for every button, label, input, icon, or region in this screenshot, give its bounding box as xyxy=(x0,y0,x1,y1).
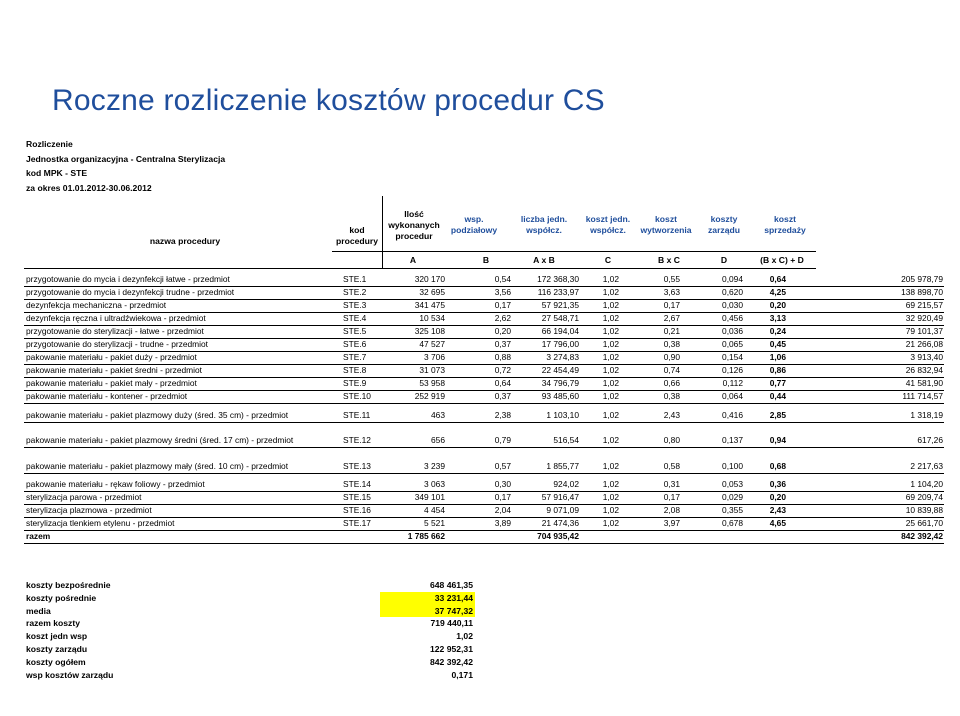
cell-kj: 1,02 xyxy=(602,326,619,336)
cell-ks: 4,65 xyxy=(769,518,786,528)
cell-ilosc: 5 521 xyxy=(424,518,445,528)
cell-name: pakowanie materiału - pakiet plazmowy średni (śred. 17 cm) - przedmiot xyxy=(26,435,294,445)
summary-value: 842 392,42 xyxy=(429,656,473,667)
divider xyxy=(24,268,816,269)
header-wsp: wsp. podziałowy xyxy=(450,214,498,235)
cell-liczba: 34 796,79 xyxy=(541,378,579,388)
total-liczba: 704 935,42 xyxy=(537,531,579,541)
summary-value: 33 231,44 xyxy=(380,592,475,605)
cell-wsp: 2,04 xyxy=(494,505,511,515)
cell-kw: 0,21 xyxy=(663,326,680,336)
header-koszt-sprz: koszt sprzedaży xyxy=(764,214,806,235)
cell-ks: 0,36 xyxy=(769,479,786,489)
cell-ks: 0,86 xyxy=(769,365,786,375)
cell-ks: 1,06 xyxy=(769,352,786,362)
cell-kw: 0,90 xyxy=(663,352,680,362)
cell-ilosc: 252 919 xyxy=(414,391,445,401)
cell-wsp: 2,38 xyxy=(494,410,511,420)
cell-liczba: 1 103,10 xyxy=(546,410,579,420)
cell-ilosc: 463 xyxy=(431,410,445,420)
cell-name: pakowanie materiału - kontener - przedmiot xyxy=(26,391,188,401)
table-row xyxy=(24,364,944,378)
table-row xyxy=(24,273,944,287)
cell-wsp: 0,17 xyxy=(494,300,511,310)
table-row xyxy=(24,299,944,313)
cell-liczba: 57 921,35 xyxy=(541,300,579,310)
cell-kj: 1,02 xyxy=(602,365,619,375)
cell-ilosc: 656 xyxy=(431,435,445,445)
cell-ks: 0,20 xyxy=(769,300,786,310)
cell-ks: 0,20 xyxy=(769,492,786,502)
cell-kod: STE.6 xyxy=(343,339,367,349)
cell-kz: 0,030 xyxy=(722,300,743,310)
cell-total: 1 104,20 xyxy=(910,479,943,489)
meta-line: kod MPK - STE xyxy=(26,168,88,178)
cell-ilosc: 4 454 xyxy=(424,505,445,515)
report-meta xyxy=(26,137,225,195)
cell-kz: 0,355 xyxy=(722,505,743,515)
cell-liczba: 9 071,09 xyxy=(546,505,579,515)
cell-wsp: 0,37 xyxy=(494,391,511,401)
cell-wsp: 2,62 xyxy=(494,313,511,323)
cell-kod: STE.4 xyxy=(343,313,367,323)
cell-name: przygotowanie do mycia i dezynfekcji trudne - przedmiot xyxy=(26,287,235,297)
cell-kod: STE.3 xyxy=(343,300,367,310)
cell-total: 32 920,49 xyxy=(905,313,943,323)
cell-total: 617,26 xyxy=(917,435,943,445)
cell-kj: 1,02 xyxy=(602,274,619,284)
cell-kj: 1,02 xyxy=(602,505,619,515)
cell-wsp: 0,57 xyxy=(494,461,511,471)
cell-name: pakowanie materiału - pakiet duży - przedmiot xyxy=(26,352,197,362)
cell-ilosc: 325 108 xyxy=(414,326,445,336)
total-label: razem xyxy=(26,531,51,541)
summary-label: wsp kosztów zarządu xyxy=(26,669,114,680)
table-row xyxy=(24,286,944,300)
cell-ks: 0,24 xyxy=(769,326,786,336)
cell-liczba: 924,02 xyxy=(553,479,579,489)
table-row xyxy=(24,338,944,352)
cell-kj: 1,02 xyxy=(602,313,619,323)
cell-liczba: 1 855,77 xyxy=(546,461,579,471)
total-ilosc: 1 785 662 xyxy=(407,531,445,541)
cell-liczba: 17 796,00 xyxy=(541,339,579,349)
table-row xyxy=(24,390,944,404)
letter: A x B xyxy=(533,255,555,265)
cell-total: 111 714,57 xyxy=(902,391,943,401)
cell-kz: 0,036 xyxy=(722,326,743,336)
cell-kw: 0,31 xyxy=(663,479,680,489)
table-row xyxy=(24,312,944,326)
cell-kz: 0,065 xyxy=(722,339,743,349)
column-letters xyxy=(332,251,816,268)
cell-total: 205 978,79 xyxy=(901,274,943,284)
cell-kw: 2,43 xyxy=(663,410,680,420)
cell-kz: 0,620 xyxy=(722,287,743,297)
cell-name: przygotowanie do sterylizacji - trudne - przedmiot xyxy=(26,339,209,349)
cell-total: 21 266,08 xyxy=(905,339,943,349)
table-row xyxy=(24,478,944,492)
table-row xyxy=(24,325,944,339)
letter: A xyxy=(409,255,417,265)
cell-kod: STE.16 xyxy=(343,505,371,515)
table-row xyxy=(24,377,944,391)
cell-ks: 2,85 xyxy=(769,410,786,420)
cell-ilosc: 10 534 xyxy=(419,313,445,323)
cell-ks: 2,43 xyxy=(769,505,786,515)
cell-ks: 0,77 xyxy=(769,378,786,388)
cell-name: sterylizacja plazmowa - przedmiot xyxy=(26,505,152,515)
cell-name: pakowanie materiału - pakiet mały - przedmiot xyxy=(26,378,197,388)
cell-ilosc: 341 475 xyxy=(414,300,445,310)
cell-ks: 0,44 xyxy=(769,391,786,401)
cell-kw: 2,67 xyxy=(663,313,680,323)
cell-kz: 0,416 xyxy=(722,410,743,420)
cell-kw: 0,66 xyxy=(663,378,680,388)
cell-liczba: 27 548,71 xyxy=(541,313,579,323)
meta-line: za okres 01.01.2012-30.06.2012 xyxy=(26,182,152,193)
cell-ilosc: 32 695 xyxy=(419,287,445,297)
summary-label: koszt jedn wsp xyxy=(26,631,88,642)
cell-total: 79 101,37 xyxy=(905,326,943,336)
cell-kz: 0,064 xyxy=(722,391,743,401)
cell-ilosc: 53 958 xyxy=(419,378,445,388)
page-title: Roczne rozliczenie kosztów procedur CS xyxy=(52,84,605,117)
meta-line: Jednostka organizacyjna - Centralna Sterylizacja xyxy=(26,153,226,164)
cell-kz: 0,029 xyxy=(722,492,743,502)
cell-kod: STE.13 xyxy=(343,461,371,471)
cell-kod: STE.5 xyxy=(343,326,367,336)
cell-kw: 0,17 xyxy=(663,300,680,310)
total-row xyxy=(24,530,944,543)
table-row xyxy=(24,351,944,365)
letter: (B x C) + D xyxy=(760,255,804,265)
cell-ilosc: 3 239 xyxy=(424,461,445,471)
summary-label: media xyxy=(26,605,51,616)
cell-kod: STE.17 xyxy=(343,518,371,528)
header-koszty-zarz: koszty zarządu xyxy=(708,214,740,235)
cell-total: 69 215,57 xyxy=(905,300,943,310)
cell-ilosc: 3 706 xyxy=(424,352,445,362)
cell-kw: 0,38 xyxy=(663,339,680,349)
cell-kod: STE.9 xyxy=(343,378,367,388)
summary-label: koszty ogółem xyxy=(26,656,86,667)
cell-kw: 0,58 xyxy=(663,461,680,471)
cell-total: 138 898,70 xyxy=(901,287,943,297)
letter: B x C xyxy=(658,255,680,265)
cell-liczba: 116 233,97 xyxy=(537,287,579,297)
cell-kj: 1,02 xyxy=(602,492,619,502)
cell-kw: 3,97 xyxy=(663,518,680,528)
cell-ks: 0,68 xyxy=(769,461,786,471)
cell-total: 25 661,70 xyxy=(905,518,943,528)
cell-name: dezynfekcja mechaniczna - przedmiot xyxy=(26,300,167,310)
summary-label: koszty zarządu xyxy=(26,643,88,654)
cell-name: pakowanie materiału - pakiet średni - przedmiot xyxy=(26,365,202,375)
header-liczba: liczba jedn. współcz. xyxy=(520,214,568,235)
cell-ks: 4,25 xyxy=(769,287,786,297)
summary-value: 122 952,31 xyxy=(429,643,473,654)
cell-kod: STE.10 xyxy=(343,391,371,401)
table-row xyxy=(24,434,944,448)
cell-liczba: 22 454,49 xyxy=(541,365,579,375)
summary-value: 648 461,35 xyxy=(429,580,473,590)
cell-total: 10 839,88 xyxy=(905,505,943,515)
cell-wsp: 3,56 xyxy=(494,287,511,297)
table-row xyxy=(24,504,944,518)
summary-value: 0,171 xyxy=(451,669,473,680)
cell-ilosc: 3 063 xyxy=(424,479,445,489)
cell-name: przygotowanie do mycia i dezynfekcji łatwe - przedmiot xyxy=(26,274,230,284)
cell-kz: 0,678 xyxy=(722,518,743,528)
cell-ilosc: 31 073 xyxy=(419,365,445,375)
header-koszt-wytw: koszt wytworzenia xyxy=(640,214,692,235)
header-nazwa: nazwa procedury xyxy=(149,236,221,246)
cell-name: pakowanie materiału - pakiet plazmowy mały (śred. 10 cm) - przedmiot xyxy=(26,461,289,471)
meta-line: Rozliczenie xyxy=(26,139,73,149)
cell-kz: 0,154 xyxy=(722,352,743,362)
summary-label: koszty bezpośrednie xyxy=(26,580,111,590)
cell-liczba: 93 485,60 xyxy=(541,391,579,401)
cell-name: przygotowanie do sterylizacji - łatwe - przedmiot xyxy=(26,326,204,336)
total-total: 842 392,42 xyxy=(901,531,943,541)
table-row xyxy=(24,517,944,531)
cell-name: dezynfekcja ręczna i ultradźwiekowa - przedmiot xyxy=(26,313,206,323)
cell-name: sterylizacja tlenkiem etylenu - przedmiot xyxy=(26,518,175,528)
cell-kod: STE.7 xyxy=(343,352,367,362)
cell-wsp: 0,88 xyxy=(494,352,511,362)
cell-wsp: 0,72 xyxy=(494,365,511,375)
cell-kj: 1,02 xyxy=(602,435,619,445)
letter: D xyxy=(720,255,728,265)
divider xyxy=(24,543,944,544)
cell-liczba: 3 274,83 xyxy=(546,352,579,362)
cell-kj: 1,02 xyxy=(602,391,619,401)
cell-kj: 1,02 xyxy=(602,287,619,297)
cell-kj: 1,02 xyxy=(602,300,619,310)
cell-kj: 1,02 xyxy=(602,461,619,471)
cell-wsp: 0,37 xyxy=(494,339,511,349)
cell-kw: 0,55 xyxy=(663,274,680,284)
cell-liczba: 172 368,30 xyxy=(537,274,579,284)
cell-kw: 0,80 xyxy=(663,435,680,445)
cell-kod: STE.2 xyxy=(343,287,367,297)
cell-liczba: 57 916,47 xyxy=(541,492,579,502)
cell-kj: 1,02 xyxy=(602,378,619,388)
header-kod: kod procedury xyxy=(335,225,379,246)
cell-ilosc: 47 527 xyxy=(419,339,445,349)
cell-ilosc: 320 170 xyxy=(414,274,445,284)
cell-ilosc: 349 101 xyxy=(414,492,445,502)
cell-liczba: 21 474,36 xyxy=(541,518,579,528)
cell-liczba: 66 194,04 xyxy=(541,326,579,336)
cell-kw: 3,63 xyxy=(663,287,680,297)
cell-total: 2 217,63 xyxy=(910,461,943,471)
cell-total: 26 832,94 xyxy=(905,365,943,375)
cell-kod: STE.1 xyxy=(343,274,367,284)
cell-kw: 2,08 xyxy=(663,505,680,515)
cell-name: sterylizacja parowa - przedmiot xyxy=(26,492,142,502)
cell-kod: STE.11 xyxy=(343,410,371,420)
cell-kj: 1,02 xyxy=(602,410,619,420)
cell-kz: 0,126 xyxy=(722,365,743,375)
summary-label: koszty pośrednie xyxy=(26,592,97,603)
cell-name: pakowanie materiału - rękaw foliowy - przedmiot xyxy=(26,479,205,489)
table-row xyxy=(24,409,944,423)
cell-ks: 0,94 xyxy=(769,435,786,445)
cell-total: 3 913,40 xyxy=(910,352,943,362)
header-ilosc: Ilość wykonanych procedur xyxy=(388,209,440,241)
cell-total: 1 318,19 xyxy=(910,410,943,420)
cell-wsp: 0,79 xyxy=(494,435,511,445)
table-row xyxy=(24,491,944,505)
cell-kj: 1,02 xyxy=(602,518,619,528)
letter: B xyxy=(482,255,490,265)
cell-kj: 1,02 xyxy=(602,339,619,349)
cell-name: pakowanie materiału - pakiet plazmowy duży (śred. 35 cm) - przedmiot xyxy=(26,410,289,420)
cell-kz: 0,053 xyxy=(722,479,743,489)
cell-wsp: 0,17 xyxy=(494,492,511,502)
cell-ks: 0,45 xyxy=(769,339,786,349)
cell-kz: 0,112 xyxy=(722,378,743,388)
summary-label: razem koszty xyxy=(26,618,80,629)
cell-wsp: 0,54 xyxy=(494,274,511,284)
cell-wsp: 0,30 xyxy=(494,479,511,489)
cell-wsp: 3,89 xyxy=(494,518,511,528)
cell-kod: STE.15 xyxy=(343,492,371,502)
cell-kw: 0,17 xyxy=(663,492,680,502)
cell-total: 69 209,74 xyxy=(905,492,943,502)
cell-kz: 0,456 xyxy=(722,313,743,323)
cell-kz: 0,094 xyxy=(722,274,743,284)
cell-kz: 0,137 xyxy=(722,435,743,445)
cell-kw: 0,38 xyxy=(663,391,680,401)
header-koszt-jedn: koszt jedn. współcz. xyxy=(585,214,631,235)
summary-value: 1,02 xyxy=(456,631,473,642)
cell-kw: 0,74 xyxy=(663,365,680,375)
letter: C xyxy=(604,255,612,265)
cell-total: 41 581,90 xyxy=(905,378,943,388)
cell-kj: 1,02 xyxy=(602,352,619,362)
cell-kz: 0,100 xyxy=(722,461,743,471)
cell-kod: STE.14 xyxy=(343,479,371,489)
cell-ks: 3,13 xyxy=(769,313,786,323)
summary-value: 37 747,32 xyxy=(380,605,475,618)
cell-wsp: 0,20 xyxy=(494,326,511,336)
cell-kod: STE.8 xyxy=(343,365,367,375)
cell-wsp: 0,64 xyxy=(494,378,511,388)
cell-kj: 1,02 xyxy=(602,479,619,489)
summary-value: 719 440,11 xyxy=(430,618,473,629)
table-row xyxy=(24,460,944,474)
cell-kod: STE.12 xyxy=(343,435,371,445)
cell-liczba: 516,54 xyxy=(553,435,579,445)
cell-ks: 0,64 xyxy=(769,274,786,284)
